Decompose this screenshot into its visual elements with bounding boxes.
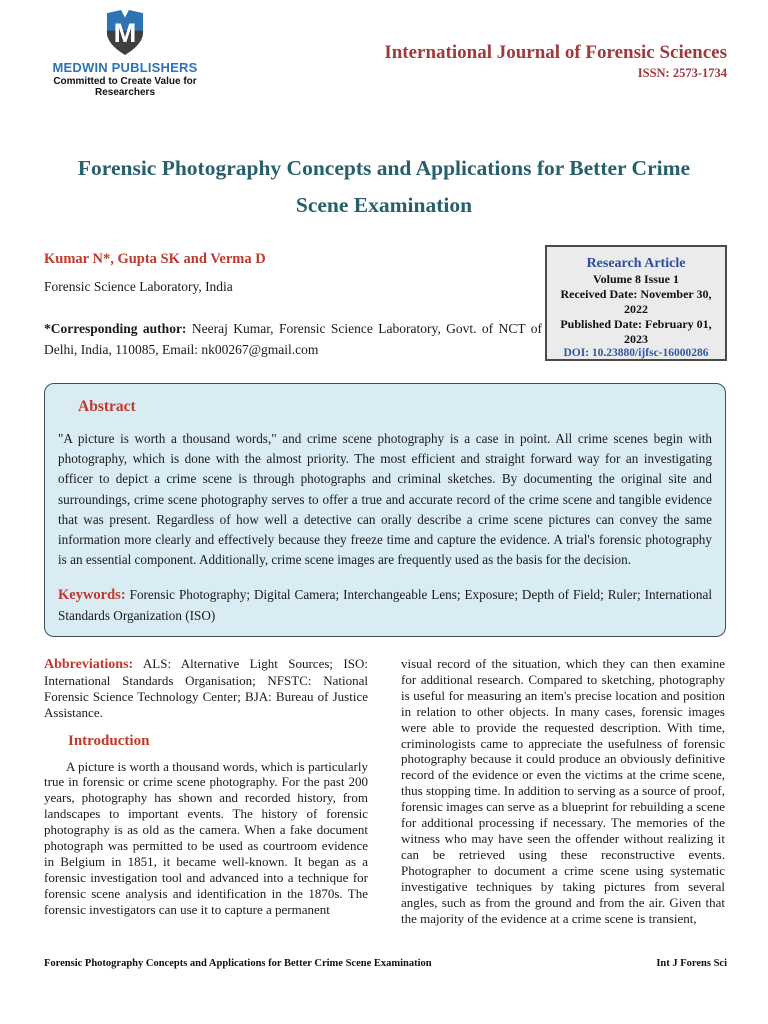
page-footer	[44, 958, 727, 969]
publisher-tagline: Committed to Create Value for Researchers	[53, 76, 197, 98]
keywords-text: Forensic Photography; Digital Camera; Interchangeable Lens; Exposure; Depth of Field; Ruler; International Standards Organization (ISO)	[58, 587, 712, 623]
article-title	[34, 150, 734, 224]
corresponding-author	[44, 318, 542, 360]
footer-running-title: Forensic Photography Concepts and Applications for Better Crime Scene Examination	[44, 958, 432, 969]
article-type: Research Article	[586, 256, 686, 271]
affiliation: Forensic Science Laboratory, India	[44, 279, 233, 294]
left-column	[44, 656, 368, 926]
article-title-line1: Forensic Photography Concepts and Applications for Better Crime	[77, 156, 691, 180]
received-date: Received Date: November 30, 2022	[560, 287, 712, 316]
abstract-heading: Abstract	[78, 398, 136, 415]
corresponding-author-text: Neeraj Kumar, Forensic Science Laboratory, Govt. of NCT of Delhi, India, 110085, Email: nk00267@gmail.com	[44, 321, 542, 357]
keywords	[58, 585, 712, 625]
authors: Kumar N*, Gupta SK and Verma D	[44, 251, 266, 267]
volume-issue: Volume 8 Issue 1	[593, 272, 679, 286]
keywords-label: Keywords:	[58, 587, 126, 604]
abstract-text: "A picture is worth a thousand words," and crime scene photography is a case in point. All crime scenes begin with photography, which is done with the almost priority. The most efficient and straight forward way for an investigating officer to depict a crime scene is through photographs and criminal sketches. By documenting the original site and surroundings, crime scene photography serves to offer a true and accurate record of the crime scene and tangible evidence that was present. Regardless of how well a detective can orally describe a crime scene pictures can convey the same information more clearly and effectively because they freeze time and capture the evidence. A trial's forensic photography is an essential component. Additionally, crime scene images are frequently used as the basis for the decision.	[58, 431, 712, 568]
journal-header	[384, 42, 727, 81]
right-column-paragraph: visual record of the situation, which they can then examine for additional research. Compared to sketching, photography is useful for measuring an item's precise location and position in relation to other objects. In many cases, forensic images were able to provide the requested description. With time, criminologists came to appreciate the usefulness of forensic photography because it could produce an obviously definitive record of the evidence or even the victims at the crime scene, thus stopping time. In addition to serving as a source of proof, forensic images can serve as a blueprint for rebuilding a scene for additional processing if necessary. The memories of the witness who may have seen the offender without realizing it can be retrieved using these reconstructive events. Photographer to document a crime scene using systematic investigative techniques by taking pictures from several angles, such as from the ground and from the air. Given that the majority of the evidence at a crime scene is transient,	[401, 656, 725, 926]
abstract-box	[44, 383, 726, 637]
right-column	[401, 656, 725, 926]
footer-journal-abbrev: Int J Forens Sci	[656, 958, 727, 969]
published-date: Published Date: February 01, 2023	[560, 317, 712, 346]
abbreviations-text: ALS: Alternative Light Sources; ISO: International Standards Organisation; NFSTC: National Forensic Science Technology Center; BJA: Bureau of Justice Assistance.	[44, 656, 368, 720]
article-title-line2: Scene Examination	[295, 193, 473, 217]
introduction-heading: Introduction	[68, 732, 150, 749]
author-block	[44, 251, 542, 360]
journal-issn: ISSN: 2573-1734	[637, 66, 727, 80]
abbreviations-label: Abbreviations:	[44, 657, 134, 672]
medwin-shield-logo-icon	[103, 6, 147, 58]
journal-name: International Journal of Forensic Sciences	[384, 42, 727, 63]
doi-link[interactable]: DOI: 10.23880/ijfsc-16000286	[563, 347, 709, 359]
introduction-paragraph: A picture is worth a thousand words, which is particularly true in forensic or crime scene photography. For the past 200 years, photography has shown and recorded history, from landscapes to important events. The history of forensic photography is as old as the camera. When a fake document photograph was permitted to be used as courtroom evidence in Belgium in 1851, it became well-known. It began as a forensic investigation tool and advanced into a technique for forensic scene analysis and identification in the 1870s. The forensic investigators can use it to capture a permanent	[44, 758, 368, 917]
article-info-box	[545, 245, 727, 361]
body-columns	[44, 656, 726, 926]
corresponding-author-label: *Corresponding author:	[44, 321, 187, 336]
svg-text:M: M	[113, 17, 137, 49]
publisher-name: MEDWIN PUBLISHERS	[52, 60, 198, 75]
publisher-logo-block	[30, 6, 220, 98]
abbreviations	[44, 656, 368, 721]
